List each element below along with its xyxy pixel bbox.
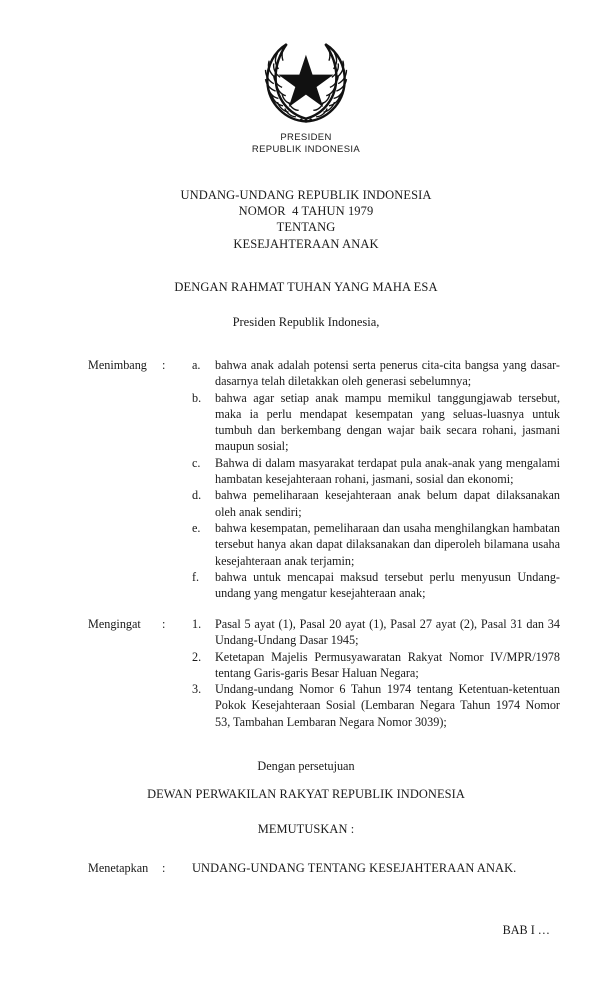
item-text: bahwa pemeliharaan kesejahteraan anak belum dapat dilaksanakan oleh anak sendiri; xyxy=(215,488,560,519)
mengingat-colon: : xyxy=(162,617,166,631)
item-text: Undang-undang Nomor 6 Tahun 1974 tentang Ketentuan-ketentuan Pokok Kesejahteraan Sosial (Lembaran Negara Tahun 1974 Nomor 53, Tambahan Lembaran Negara Nomor 3039); xyxy=(215,682,560,729)
list-item xyxy=(192,487,560,520)
approval-body-line: DEWAN PERWAKILAN RAKYAT REPUBLIK INDONESIA xyxy=(147,787,465,801)
item-text: bahwa agar setiap anak mampu memikul tanggungjawab tersebut, maka ia perlu mendapat kesempatan yang seluas-luasnya untuk tumbuh dan berkembang dengan wajar baik secara rohani, jasmani maupun sosial; xyxy=(215,390,560,454)
item-marker: e. xyxy=(192,520,201,535)
item-marker: b. xyxy=(192,390,202,405)
list-item xyxy=(192,569,560,602)
mengingat-items xyxy=(192,616,560,730)
list-item xyxy=(192,390,560,455)
president-line: Presiden Republik Indonesia, xyxy=(232,315,380,329)
menetapkan-label: Menetapkan xyxy=(88,861,149,875)
item-marker: a. xyxy=(192,358,201,372)
decision-heading: MEMUTUSKAN : xyxy=(257,822,355,836)
menimbang-label: Menimbang xyxy=(88,358,147,372)
item-marker: c. xyxy=(192,455,201,470)
mengingat-section xyxy=(88,616,560,730)
mengingat-label: Mengingat xyxy=(88,617,141,631)
blessing-line: DENGAN RAHMAT TUHAN YANG MAHA ESA xyxy=(174,280,438,294)
presidential-emblem-block xyxy=(0,34,612,155)
menimbang-items xyxy=(192,357,560,601)
item-text: bahwa untuk mencapai maksud tersebut perlu menyusun Undang-undang yang mengatur kesejahteraan anak; xyxy=(215,569,560,601)
item-text: Bahwa di dalam masyarakat terdapat pula anak-anak yang mengalami hambatan kesejahteraan rohani, jasmani, sosial dan ekonomi; xyxy=(215,455,560,487)
item-marker: d. xyxy=(192,488,202,503)
next-section-footer: BAB I … xyxy=(502,923,550,937)
emblem-caption-line-1: PRESIDEN xyxy=(280,132,332,143)
item-marker: 3. xyxy=(192,682,202,697)
garuda-star-wreath-emblem xyxy=(260,34,352,126)
title-line-about: TENTANG xyxy=(276,220,336,235)
item-marker: 1. xyxy=(192,617,202,631)
menetapkan-colon: : xyxy=(162,861,166,875)
item-text: bahwa kesempatan, pemeliharaan dan usaha menghilangkan hambatan tersebut hanya akan dapat dilaksanakan dan diperoleh bilamana usaha kesejahteraan anak terjamin; xyxy=(215,520,560,568)
list-item xyxy=(192,357,560,390)
list-item xyxy=(192,649,560,682)
menimbang-colon: : xyxy=(162,358,166,372)
list-item xyxy=(192,455,560,488)
list-item xyxy=(192,681,560,730)
emblem-caption xyxy=(0,132,612,155)
item-marker: f. xyxy=(192,569,200,584)
list-item xyxy=(192,616,560,649)
title-line-law-type: UNDANG-UNDANG REPUBLIK INDONESIA xyxy=(180,188,432,202)
title-line-subject: KESEJAHTERAAN ANAK xyxy=(233,236,379,251)
title-line-number: NOMOR 4 TAHUN 1979 xyxy=(238,204,374,219)
menetapkan-section xyxy=(88,860,560,876)
menetapkan-value: UNDANG-UNDANG TENTANG KESEJAHTERAAN ANAK. xyxy=(192,861,517,875)
item-marker: 2. xyxy=(192,649,202,664)
item-text: Pasal 5 ayat (1), Pasal 20 ayat (1), Pasal 27 ayat (2), Pasal 31 dan 34 Undang-Undang Dasar 1945; xyxy=(215,617,560,648)
approval-intro-line: Dengan persetujuan xyxy=(257,759,355,773)
item-text: Ketetapan Majelis Permusyawaratan Rakyat Nomor IV/MPR/1978 tentang Garis-garis Besar Haluan Negara; xyxy=(215,649,560,680)
item-text: bahwa anak adalah potensi serta penerus cita-cita bangsa yang dasar-dasarnya telah diletakkan oleh generasi sebelumnya; xyxy=(215,358,560,389)
document-title-block xyxy=(0,187,612,252)
list-item xyxy=(192,520,560,569)
emblem-caption-line-2: REPUBLIK INDONESIA xyxy=(251,143,361,155)
menimbang-section xyxy=(88,357,560,601)
